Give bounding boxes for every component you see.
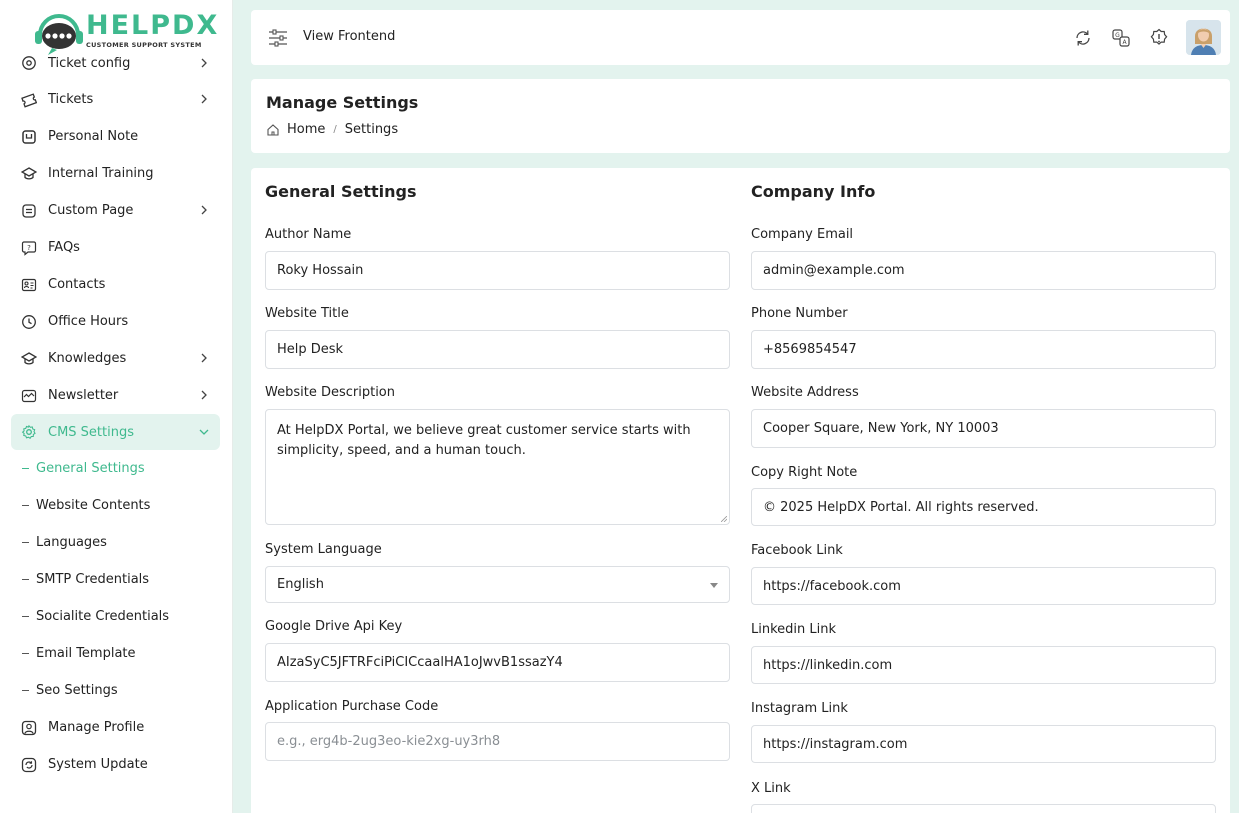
brand-name: HELPDX [86, 10, 220, 41]
sidebar-item-newsletter[interactable] [11, 377, 220, 414]
instagram-link-input[interactable] [751, 725, 1216, 763]
svg-text:A: A [1122, 38, 1127, 46]
chevron-right-icon [198, 204, 210, 216]
instagram-link-label: Instagram Link [751, 701, 848, 716]
sidebar-subitem-smtp-credentials[interactable] [11, 561, 220, 598]
company-email-value: admin@example.com [763, 263, 905, 278]
sidebar-menu [11, 45, 220, 783]
training-icon [20, 165, 38, 183]
company-email-input[interactable] [751, 251, 1216, 290]
sidebar-item-label: Internal Training [48, 166, 154, 181]
sidebar-subitem-website-contents[interactable] [11, 487, 220, 524]
sidebar-item-label: Ticket config [48, 55, 131, 71]
update-icon [20, 756, 38, 774]
page-header [251, 79, 1230, 153]
sliders-icon[interactable] [268, 29, 288, 47]
alert-icon[interactable] [1148, 27, 1170, 49]
sidebar-subitem-label: SMTP Credentials [36, 572, 150, 587]
view-frontend-link[interactable]: View Frontend [303, 29, 396, 44]
system-language-select[interactable] [265, 566, 730, 603]
phone-number-value: +8569854547 [763, 342, 857, 357]
facebook-link-input[interactable] [751, 567, 1216, 605]
sidebar-item-contacts[interactable] [11, 266, 220, 303]
author-name-label: Author Name [265, 227, 352, 242]
brand-tagline: CUSTOMER SUPPORT SYSTEM [86, 41, 202, 49]
instagram-link-value: https://instagram.com [763, 736, 908, 752]
top-bar [251, 10, 1230, 65]
drive-key-input[interactable] [265, 643, 730, 682]
linkedin-link-input[interactable] [751, 646, 1216, 684]
clock-icon [20, 313, 38, 331]
website-description-textarea[interactable] [265, 409, 730, 525]
drive-key-label: Google Drive Api Key [265, 619, 403, 634]
breadcrumb-separator: / [333, 124, 337, 135]
page-title: Manage Settings [266, 93, 419, 112]
faq-icon [20, 239, 38, 257]
sidebar-item-label: Personal Note [48, 129, 139, 144]
sidebar-subitem-seo-settings[interactable] [11, 672, 220, 709]
website-address-input[interactable] [751, 409, 1216, 448]
company-info-title: Company Info [751, 182, 876, 201]
sidebar-item-label: Knowledges [48, 351, 127, 366]
purchase-code-label: Application Purchase Code [265, 699, 439, 714]
sidebar-subitem-general-settings[interactable] [11, 450, 220, 487]
sidebar-item-personal-note[interactable] [11, 118, 220, 155]
tickets-icon [20, 91, 38, 109]
facebook-link-value: https://facebook.com [763, 578, 901, 594]
sidebar-item-label: Contacts [48, 277, 106, 292]
phone-number-label: Phone Number [751, 306, 848, 321]
sidebar-item-cms-settings[interactable] [11, 414, 220, 450]
sidebar-item-custom-page[interactable] [11, 192, 220, 229]
sidebar-item-label: FAQs [48, 240, 80, 255]
sidebar-subitem-email-template[interactable] [11, 635, 220, 672]
gear-icon [20, 423, 38, 441]
sidebar-subitem-label: Email Template [36, 646, 136, 661]
breadcrumb-current: Settings [344, 122, 399, 137]
svg-text:G: G [1115, 31, 1120, 39]
breadcrumb [266, 122, 398, 137]
avatar[interactable] [1186, 20, 1221, 55]
sidebar-item-label: Custom Page [48, 203, 134, 218]
profile-icon [20, 719, 38, 737]
website-title-value: Help Desk [277, 342, 344, 357]
sidebar-subitem-label: Website Contents [36, 498, 151, 513]
company-email-label: Company Email [751, 227, 854, 242]
general-settings-title: General Settings [265, 182, 417, 201]
sidebar [0, 0, 233, 813]
sidebar-item-knowledges[interactable] [11, 340, 220, 377]
author-name-input[interactable] [265, 251, 730, 290]
system-language-value: English [277, 577, 324, 592]
dropdown-arrow-icon [710, 583, 718, 588]
x-link-input[interactable] [751, 804, 1216, 813]
sidebar-subitem-socialite-credentials[interactable] [11, 598, 220, 635]
sidebar-item-tickets[interactable] [11, 81, 220, 118]
sidebar-item-office-hours[interactable] [11, 303, 220, 340]
sidebar-subitem-label: Seo Settings [36, 683, 118, 698]
sidebar-item-label: Manage Profile [48, 720, 145, 735]
chevron-right-icon [198, 93, 210, 105]
website-address-label: Website Address [751, 385, 859, 400]
website-title-label: Website Title [265, 306, 349, 321]
x-link-label: X Link [751, 781, 791, 796]
phone-number-input[interactable] [751, 330, 1216, 369]
sidebar-item-internal-training[interactable] [11, 155, 220, 192]
website-address-value: Cooper Square, New York, NY 10003 [763, 421, 999, 436]
sidebar-subitem-label: General Settings [36, 461, 145, 476]
sidebar-item-label: Tickets [48, 92, 94, 107]
knowledge-icon [20, 350, 38, 368]
drive-key-value: AIzaSyC5JFTRFciPiCICcaalHA1oJwvB1ssazY4 [277, 655, 563, 670]
linkedin-link-label: Linkedin Link [751, 622, 837, 637]
newsletter-icon [20, 387, 38, 405]
resize-handle-icon[interactable] [721, 516, 727, 522]
note-icon [20, 128, 38, 146]
headset-logo-icon [34, 11, 84, 55]
purchase-code-placeholder: e.g., erg4b-2ug3eo-kie2xg-uy3rh8 [277, 734, 501, 749]
sidebar-item-label: CMS Settings [48, 424, 134, 440]
sidebar-item-label: System Update [48, 757, 148, 772]
facebook-link-label: Facebook Link [751, 543, 843, 558]
website-description-label: Website Description [265, 385, 395, 400]
website-description-value: At HelpDX Portal, we believe great customer service starts with simplicity, speed, and a human touch. [277, 423, 691, 458]
author-name-value: Roky Hossain [277, 263, 364, 278]
sidebar-subitem-label: Socialite Credentials [36, 609, 170, 624]
linkedin-link-value: https://linkedin.com [763, 657, 893, 673]
translate-icon[interactable] [1110, 27, 1132, 49]
sidebar-item-label: Newsletter [48, 388, 119, 403]
copyright-input[interactable] [751, 488, 1216, 526]
breadcrumb-home-link[interactable]: Home [287, 122, 326, 137]
sidebar-item-system-update[interactable] [11, 746, 220, 783]
svg-text:?: ? [27, 243, 31, 252]
chevron-right-icon [198, 57, 210, 69]
chevron-right-icon [198, 389, 210, 401]
chevron-right-icon [198, 352, 210, 364]
chevron-down-icon [198, 426, 210, 438]
sidebar-subitem-languages[interactable] [11, 524, 220, 561]
sidebar-item-label: Office Hours [48, 314, 129, 329]
system-language-label: System Language [265, 542, 382, 557]
home-icon [266, 123, 280, 137]
page-icon [20, 202, 38, 220]
settings-card [251, 168, 1230, 813]
copyright-label: Copy Right Note [751, 465, 858, 480]
contacts-icon [20, 276, 38, 294]
brand-logo[interactable] [34, 10, 224, 56]
sidebar-item-faqs[interactable] [11, 229, 220, 266]
sidebar-subitem-label: Languages [36, 535, 107, 550]
refresh-icon[interactable] [1072, 27, 1094, 49]
purchase-code-input[interactable] [265, 722, 730, 761]
sidebar-item-manage-profile[interactable] [11, 709, 220, 746]
website-title-input[interactable] [265, 330, 730, 369]
copyright-value: © 2025 HelpDX Portal. All rights reserved. [763, 499, 1039, 515]
